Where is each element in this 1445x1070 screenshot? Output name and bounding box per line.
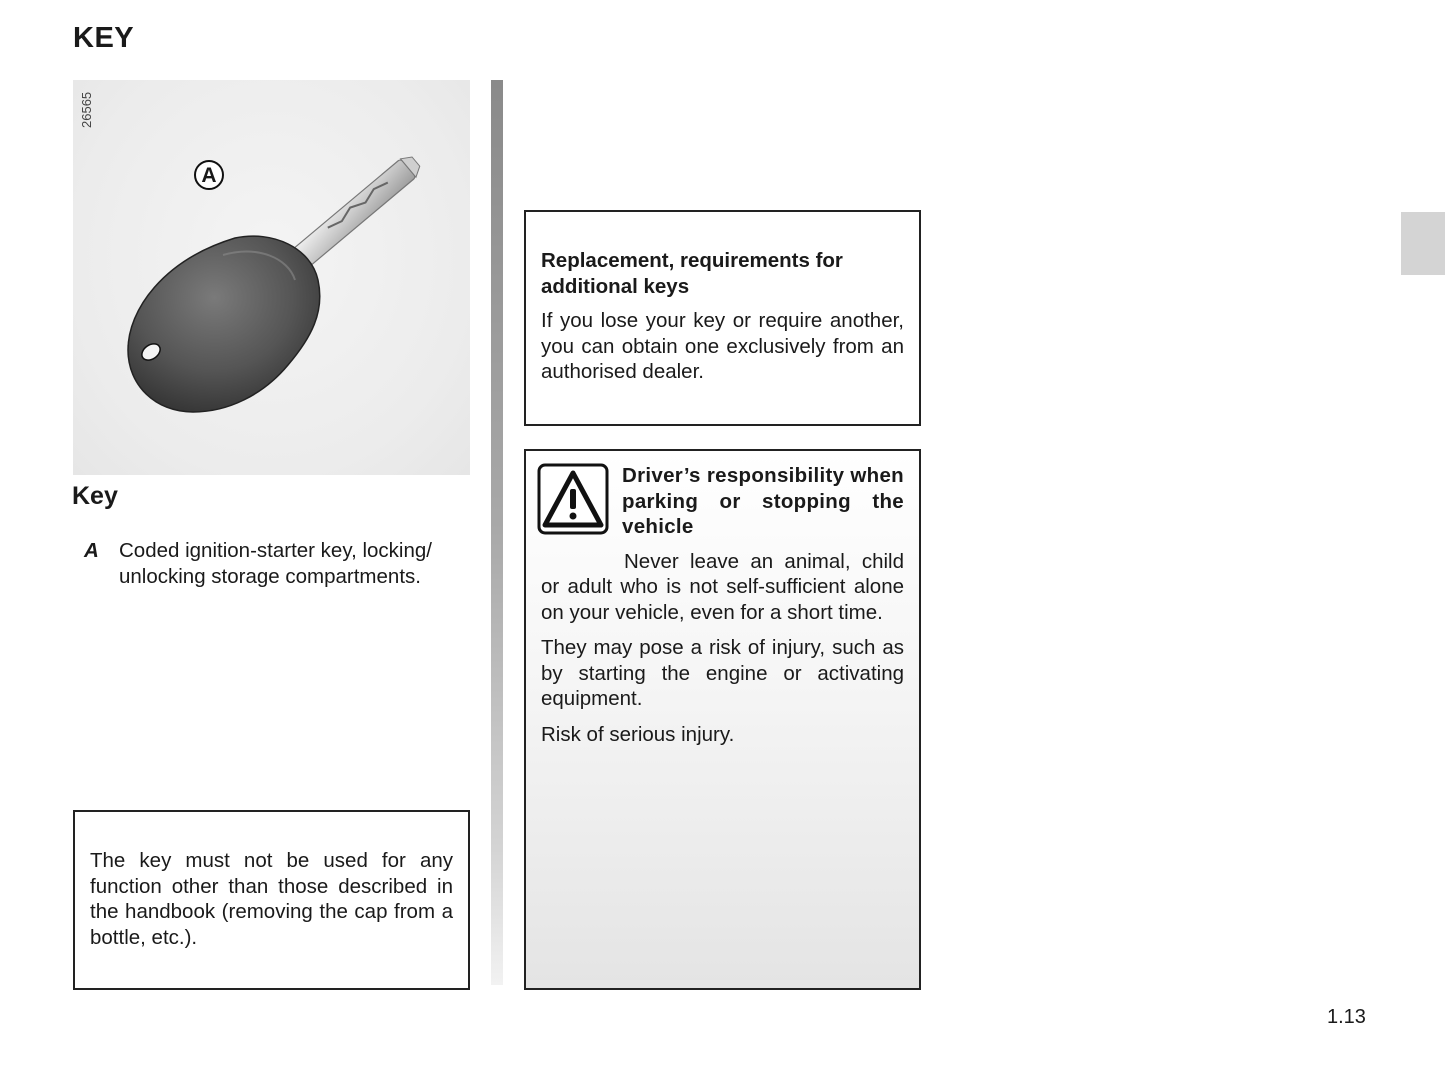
warning-box <box>524 449 921 990</box>
replacement-text: If you lose your key or require another, you can obtain one exclusively from an authorised dealer. <box>541 309 904 383</box>
car-key-illustration-icon <box>73 80 470 475</box>
warning-triangle-icon <box>537 463 609 535</box>
warning-paragraph: Never leave an animal, child or adult who is not self-sufficient alone on your vehicle, even for a short time. <box>541 549 904 624</box>
callout-a: A <box>194 160 224 190</box>
page-number: 1.13 <box>1327 1006 1366 1028</box>
replacement-info-box <box>524 210 921 426</box>
key-usage-note: The key must not be used for any function other than those described in the handbook (removing the cap from a bottle, etc.). <box>73 810 470 990</box>
legend-item <box>84 538 479 590</box>
replacement-title: Replacement, requirements for additional keys <box>541 249 843 298</box>
legend-text: Coded ignition-starter key, locking/ unlocking storage compartments. <box>119 539 432 588</box>
warning-paragraph: They may pose a risk of injury, such as by starting the engine or activating equipment. <box>541 636 904 710</box>
page-title: KEY <box>73 22 135 54</box>
chapter-side-tab <box>1401 212 1445 275</box>
column-divider <box>491 80 503 985</box>
figure-number: 26565 <box>79 91 94 128</box>
warning-paragraph: Risk of serious injury. <box>541 722 735 746</box>
warning-title: Driver’s responsibility when parking or stopping the vehicle <box>622 464 904 538</box>
key-figure <box>73 80 470 475</box>
section-heading-key: Key <box>72 482 118 510</box>
legend-letter: A <box>84 539 99 562</box>
